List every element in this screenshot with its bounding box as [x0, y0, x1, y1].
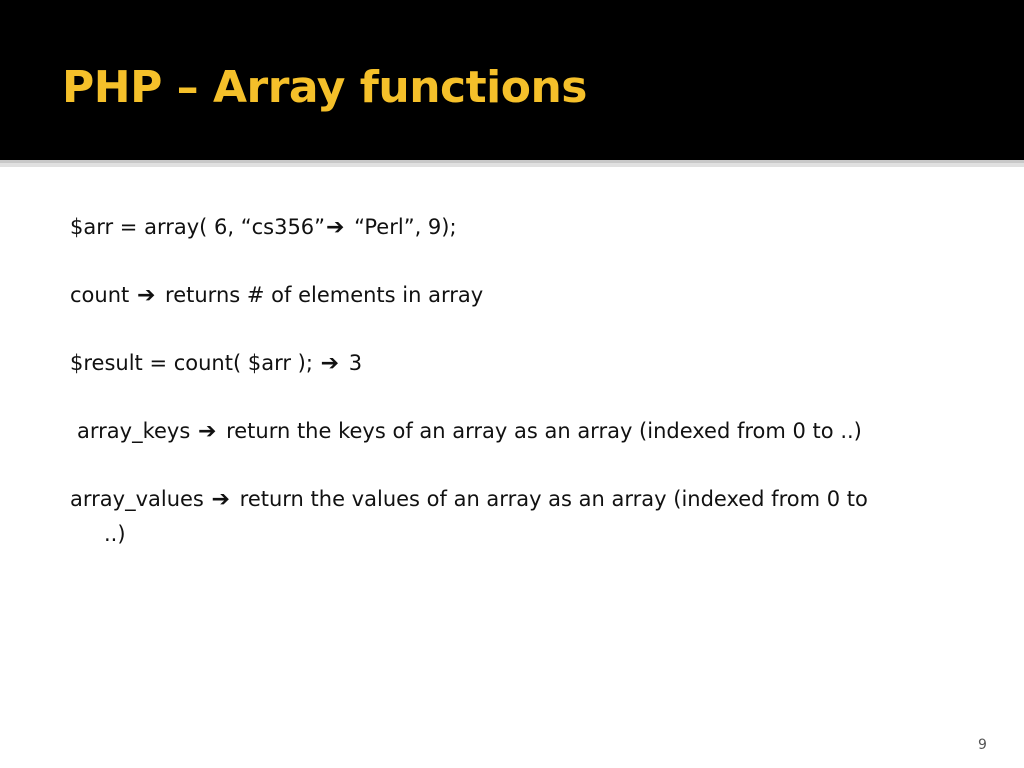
body-line-count [70, 278, 483, 313]
body-line-array-values [70, 482, 960, 551]
right-arrow-icon: ➔ [326, 215, 345, 240]
line-text-after: return the values of an array as an array (indexed from 0 to [232, 487, 868, 511]
body-line-array-definition [70, 210, 457, 245]
line-text-before: array_values [70, 487, 211, 511]
line-text-before: array_keys [77, 419, 197, 443]
line-continuation: ..) [104, 522, 126, 546]
line-text-after: return the keys of an array as an array (indexed from 0 to ..) [219, 419, 862, 443]
line-text-before: $result = count( $arr ); [70, 351, 320, 375]
title-bar [0, 0, 1024, 160]
slide-title: PHP – Array functions [62, 62, 587, 113]
line-text-after: returns # of elements in array [158, 283, 484, 307]
line-text-after: 3 [342, 351, 363, 375]
divider-shadow [0, 163, 1024, 167]
body-line-array-keys [77, 414, 862, 449]
body-line-count-example [70, 346, 362, 381]
right-arrow-icon: ➔ [320, 351, 340, 376]
line-text-before: count [70, 283, 136, 307]
line-text-after: “Perl”, 9); [347, 215, 457, 239]
right-arrow-icon: ➔ [197, 419, 217, 444]
right-arrow-icon: ➔ [211, 487, 230, 512]
line-text-before: $arr = array( 6, “cs356” [70, 215, 326, 239]
page-number: 9 [978, 737, 987, 753]
right-arrow-icon: ➔ [136, 283, 156, 308]
